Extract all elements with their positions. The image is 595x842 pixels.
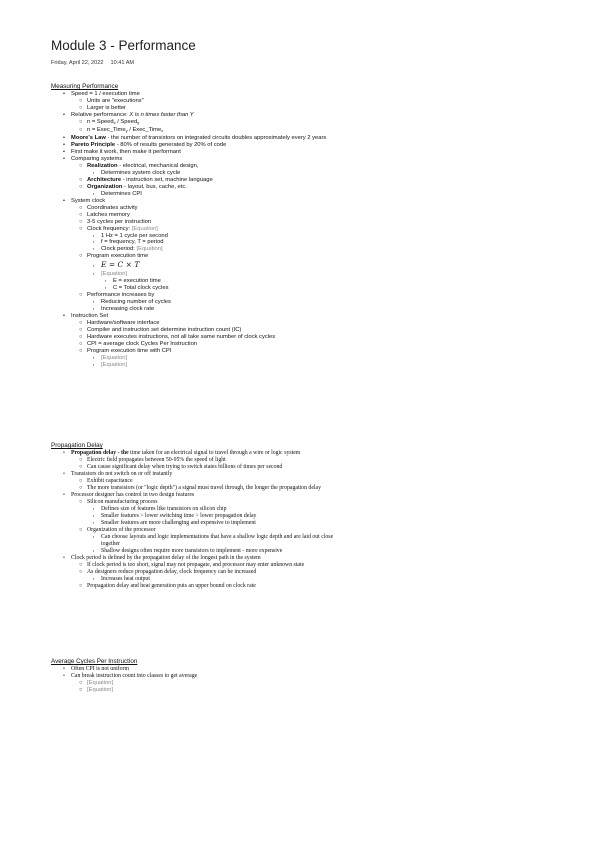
item-text-italic: X is n times faster than Y <box>129 112 194 119</box>
bullet-marker: ○ <box>79 98 83 105</box>
page-timestamp <box>51 60 134 66</box>
list-item <box>51 341 351 348</box>
bullet-marker: • <box>63 197 65 204</box>
item-text: Can choose layouts and logic implementations that have a shallow logic depth and are laid out close together <box>101 533 334 547</box>
bullet-marker: ▪ <box>93 307 95 312</box>
bullet-marker: ▪ <box>93 507 95 512</box>
bullet-marker: • <box>63 554 65 561</box>
item-text: Can break instruction count into classes to get average <box>71 673 198 680</box>
section-heading: Average Cycles Per Instruction <box>51 658 138 665</box>
bullet-marker: ○ <box>79 119 83 126</box>
list-item <box>51 105 351 112</box>
item-text: Smaller features are more challenging and expensive to implement <box>101 519 256 526</box>
bullet-marker: ○ <box>79 680 83 687</box>
bullet-marker: ○ <box>79 218 83 225</box>
section-heading: Propagation Delay <box>51 442 103 449</box>
item-text: If clock period is too short, signal may not propagate, and processor may enter unknown state <box>87 561 305 568</box>
item-text: Organization of the processor <box>87 526 156 533</box>
item-text: Smaller features > lower switching time > lower propagation delay <box>101 513 257 520</box>
list-item <box>51 127 351 135</box>
bullet-marker: ▪ <box>93 300 95 305</box>
list-item <box>51 246 351 253</box>
bullet-marker: ▪ <box>93 191 95 196</box>
equation-placeholder: [Equation] <box>131 225 158 232</box>
list-item <box>51 362 351 369</box>
bullet-marker: ○ <box>79 333 83 340</box>
bullet-marker: ○ <box>79 582 83 589</box>
bullet-marker: ▪ <box>105 279 107 284</box>
list-item <box>51 198 351 205</box>
bullet-marker: • <box>63 313 65 320</box>
list-item <box>51 163 351 170</box>
item-text: System clock <box>71 197 106 204</box>
item-text: Processor designer has control in two design features <box>71 492 195 499</box>
bullet-marker: • <box>63 673 65 680</box>
bullet-marker: ▪ <box>93 247 95 252</box>
item-text: Often CPI is not uniform <box>71 666 129 673</box>
list-item <box>51 534 343 548</box>
bullet-marker: ▪ <box>93 355 95 360</box>
subscript: x <box>113 120 116 126</box>
bullet-marker: ○ <box>79 499 83 506</box>
item-text: Hardware executes instructions, not all take same number of clock cycles <box>87 333 276 340</box>
list-item <box>51 260 351 271</box>
bullet-marker: ○ <box>79 183 83 190</box>
list-item <box>51 680 351 687</box>
list-item <box>51 135 343 142</box>
bullet-marker: • <box>63 156 65 163</box>
bullet-marker: ○ <box>79 347 83 354</box>
page-title: Module 3 - Performance <box>51 38 196 53</box>
bullet-marker: ○ <box>79 320 83 326</box>
bullet-marker: ○ <box>79 211 83 218</box>
term-label: Propagation delay - the <box>71 450 129 457</box>
equation-placeholder: [Equation] <box>101 361 128 368</box>
item-text: Increases heat output <box>101 575 150 582</box>
list-item <box>51 149 351 156</box>
list-item <box>51 562 343 569</box>
bullet-marker: • <box>63 91 65 98</box>
list-item <box>51 548 351 555</box>
bullet-marker: ▪ <box>93 170 95 175</box>
item-text: Can cause significant delay when trying to switch states billions of times per second <box>87 464 283 471</box>
item-text: Defines size of features like transistors on silicon chip <box>101 506 227 513</box>
list-item <box>51 327 351 334</box>
list-item <box>51 583 351 590</box>
term-label: Pareto Principle <box>71 142 116 149</box>
bullet-list <box>51 450 351 589</box>
item-text: - 80% of results generated by 20% of code <box>115 142 227 149</box>
list-item <box>51 278 351 285</box>
equation-formula: E = C × T <box>101 260 140 270</box>
item-text: Clock period: <box>101 246 137 253</box>
item-text: - electrical, mechanical design, <box>117 162 199 169</box>
section-heading: Measuring Performance <box>51 83 119 90</box>
bullet-marker: • <box>63 112 65 119</box>
item-text: Clock frequency: <box>87 225 132 232</box>
bullet-marker: ○ <box>79 687 83 694</box>
item-text: Clock period is defined by the propagation delay of the longest path in the system <box>71 554 261 561</box>
bullet-marker: ▪ <box>93 362 95 367</box>
bullet-marker: • <box>63 135 65 142</box>
item-text: Reducing number of cycles <box>101 299 171 306</box>
bullet-marker: ▪ <box>93 548 95 553</box>
equation-placeholder: [Equation] <box>101 354 128 361</box>
equation-placeholder: [Equation] <box>136 246 163 253</box>
item-text: Propagation delay and heat generation puts an upper bound on clock rate <box>87 582 256 589</box>
bullet-marker: ○ <box>79 292 83 299</box>
list-item <box>51 219 351 226</box>
list-item <box>51 205 351 212</box>
list-item <box>51 212 351 219</box>
item-text: Compiler and instruction set determine instruction count (IC) <box>87 326 242 333</box>
bullet-list <box>51 91 351 368</box>
bullet-marker: • <box>63 450 65 457</box>
list-item <box>51 520 351 527</box>
item-text: Speed = 1 / execution time <box>71 91 140 98</box>
bullet-marker: ○ <box>79 176 83 183</box>
list-item <box>51 313 351 320</box>
item-text: Program execution time with CPI <box>87 347 172 354</box>
list-item <box>51 666 351 673</box>
list-item <box>51 170 351 177</box>
item-text: / Speed <box>115 119 138 126</box>
list-item <box>51 527 351 534</box>
item-text: n = Speed <box>87 119 114 126</box>
bullet-marker: ○ <box>79 485 83 492</box>
equation-placeholder: [Equation] <box>101 271 128 278</box>
list-item <box>51 271 351 278</box>
item-text: CPI = average clock Cycles Per Instruction <box>87 340 198 347</box>
bullet-marker: ○ <box>79 326 83 333</box>
bullet-marker: ▪ <box>93 514 95 519</box>
list-item <box>51 348 351 355</box>
list-item <box>51 184 351 191</box>
list-item <box>51 112 351 119</box>
list-item <box>51 506 351 513</box>
bullet-marker: • <box>63 149 65 156</box>
list-item <box>51 320 351 327</box>
list-item <box>51 98 351 105</box>
equation-placeholder: [Equation] <box>87 687 114 694</box>
bullet-marker: ○ <box>79 105 83 112</box>
item-text: Latches memory <box>87 211 130 218</box>
bullet-marker: ▪ <box>93 520 95 525</box>
subscript: x <box>161 128 164 134</box>
item-text: Comparing systems <box>71 156 123 163</box>
list-item <box>51 576 351 583</box>
list-item <box>51 471 351 478</box>
list-item <box>51 687 351 694</box>
list-item <box>51 569 351 576</box>
list-item <box>51 513 351 520</box>
section-average-cpi <box>51 659 351 694</box>
bullet-list <box>51 666 351 694</box>
item-text: - layout, bus, cache, etc. <box>122 183 187 190</box>
subscript: y <box>125 128 128 134</box>
item-text: Hardware/software interface <box>87 320 160 326</box>
item-text: Determines CPI <box>101 190 142 197</box>
item-text: Coordinates activity <box>87 204 138 211</box>
bullet-marker: ▪ <box>105 286 107 291</box>
item-text: Relative performance: <box>71 112 130 119</box>
bullet-marker: • <box>63 492 65 499</box>
bullet-marker: ○ <box>79 204 83 211</box>
item-text: C = Total clock cycles <box>113 285 169 292</box>
list-item <box>51 334 351 341</box>
list-item <box>51 239 351 246</box>
list-item <box>51 292 351 299</box>
list-item <box>51 285 351 292</box>
bullet-marker: • <box>63 666 65 673</box>
bullet-marker: ▪ <box>93 240 95 245</box>
item-text: Exhibit capacitance <box>87 478 133 485</box>
item-text: time taken for an electrical signal to travel through a wire or logic system <box>128 450 301 457</box>
bullet-marker: • <box>63 142 65 149</box>
section-propagation-delay <box>51 443 351 590</box>
list-item <box>51 177 351 184</box>
item-text: Increasing clock rate <box>101 306 155 313</box>
list-item <box>51 119 351 127</box>
item-text: First make it work, then make it performant <box>71 149 181 156</box>
bullet-marker: ▪ <box>93 534 95 539</box>
item-text: The more transistors (or "logic depth") a signal must travel through, the longer the propagation delay <box>87 485 321 492</box>
term-label: Architecture <box>87 176 122 183</box>
bullet-marker: ○ <box>79 478 83 485</box>
bullet-marker: ○ <box>79 464 83 471</box>
list-item <box>51 226 351 233</box>
bullet-marker: ▪ <box>93 576 95 581</box>
page-time: 10:41 AM <box>110 60 135 66</box>
item-text: Instruction Set <box>71 313 109 320</box>
section-measuring-performance <box>51 84 351 369</box>
bullet-marker: ○ <box>79 457 83 464</box>
item-text: Performance increases by <box>87 292 155 299</box>
bullet-marker: ○ <box>79 162 83 169</box>
bullet-marker: ○ <box>79 561 83 568</box>
bullet-marker: ○ <box>79 568 83 575</box>
item-text: Silicon manufacturing process <box>87 499 158 506</box>
list-item <box>51 91 351 98</box>
item-text: / Exec_Time <box>127 127 162 134</box>
list-item <box>51 142 351 149</box>
list-item <box>51 673 351 680</box>
list-item <box>51 233 351 240</box>
subscript: y <box>137 120 140 126</box>
item-text: Program execution time <box>87 253 149 260</box>
item-text: E = execution time <box>113 278 161 285</box>
list-item <box>51 299 351 306</box>
bullet-marker: ○ <box>79 127 83 134</box>
bullet-marker: • <box>63 471 65 478</box>
item-text: - instruction set, machine language <box>121 176 213 183</box>
item-text: 3-5 cycles per instruction <box>87 218 152 225</box>
bullet-marker: ○ <box>79 253 83 260</box>
item-text: Transistors do not switch on or off instantly <box>71 471 173 478</box>
equation-placeholder: [Equation] <box>87 680 114 687</box>
item-text: Electric field propagates between 50-95% the speed of light <box>87 457 226 464</box>
item-text: Shallow designs often require more transistors to implement - more expensive <box>101 547 283 554</box>
bullet-marker: ▪ <box>93 233 95 238</box>
list-item <box>51 156 351 163</box>
list-item <box>51 355 351 362</box>
bullet-marker: ○ <box>79 340 83 347</box>
item-text: Larger is better <box>87 105 126 112</box>
bullet-marker: ▪ <box>93 263 95 268</box>
term-label: Organization <box>87 183 123 190</box>
item-text: Determines system clock cycle <box>101 169 181 176</box>
page-date: Friday, April 22, 2022 <box>51 60 104 66</box>
list-item <box>51 191 351 198</box>
list-item <box>51 306 351 313</box>
list-item <box>51 555 351 562</box>
item-text: n = Exec_Time <box>87 127 126 134</box>
list-item <box>51 253 351 260</box>
item-text: f = frequency, T = period <box>101 239 164 246</box>
item-text: Units are "executions" <box>87 98 144 105</box>
item-text: 1 Hz = 1 cycle per second <box>101 232 168 239</box>
term-label: Moore's Law <box>71 135 106 142</box>
item-text: - the number of transistors on integrated circuits doubles approximately every 2 years <box>105 135 327 142</box>
bullet-marker: ○ <box>79 225 83 232</box>
bullet-marker: ○ <box>79 526 83 533</box>
term-label: Realization <box>87 162 118 169</box>
bullet-marker: ▪ <box>93 272 95 277</box>
item-text: As designers reduce propagation delay, clock frequency can be increased <box>87 568 257 575</box>
